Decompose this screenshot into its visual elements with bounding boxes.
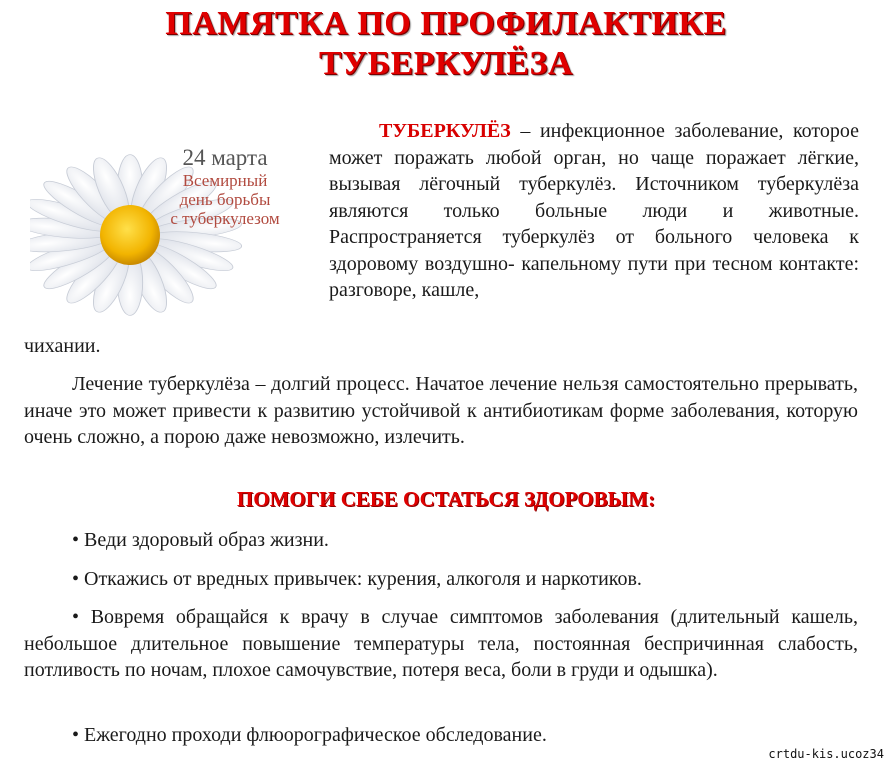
page-title-line2: ТУБЕРКУЛЁЗА [318, 45, 573, 82]
treatment-paragraph: Лечение туберкулёза – долгий процесс. Начатое лечение нельзя самостоятельно прерывать, иначе это может привести к развитию устойчивой к антибиотикам форме заболевания, которую очень сложно, а порою даже невозможно, излечить. [24, 373, 858, 448]
section-subtitle: ПОМОГИ СЕБЕ ОСТАТЬСЯ ЗДОРОВЫМ: [236, 487, 656, 511]
list-item [24, 527, 858, 554]
caption-date: 24 марта [182, 145, 268, 170]
intro-paragraph [329, 118, 859, 304]
day-caption [150, 145, 300, 228]
list-item [24, 722, 858, 749]
page-title-line1: ПАМЯТКА ПО ПРОФИЛАКТИКЕ [165, 5, 727, 42]
bullet-text-2: • Откажись от вредных привычек: курения, алкоголя и наркотиков. [72, 568, 642, 590]
list-item [24, 566, 858, 593]
list-item: • Вовремя обращайся к врачу в случае симптомов заболевания (длительный кашель, небольшое длительное повышение температуры тела, постоянная беспричинная слабость, потливость по ночам, плохое самочувствие, потеря веса, боли в груди и одышка). [24, 606, 858, 681]
caption-line-3: с туберкулезом [170, 209, 280, 228]
term-tuberculosis: ТУБЕРКУЛЁЗ [379, 120, 511, 142]
caption-line-2: день борьбы [179, 190, 271, 209]
intro-text: – инфекционное заболевание, которое может поражать любой орган, но чаще поражает лёгкие, вызывая лёгочный туберкулёз. Источником туберкулёза являются только больные люди и животные. Распространяется туберкулёз от больного человека к здоровому воздушно- капельному пути при тесном контакте: разговоре, кашле, [329, 120, 859, 301]
page-number: 34 [869, 747, 884, 761]
bullet-text-4: • Ежегодно проходи флюорографическое обследование. [72, 724, 547, 746]
intro-tail: чихании. [24, 335, 101, 357]
caption-line-1: Всемирный [182, 171, 268, 190]
bullet-text-1: • Веди здоровый образ жизни. [72, 529, 329, 551]
watermark [766, 746, 886, 762]
watermark-site: crtdu-kis.ucoz [768, 747, 870, 761]
